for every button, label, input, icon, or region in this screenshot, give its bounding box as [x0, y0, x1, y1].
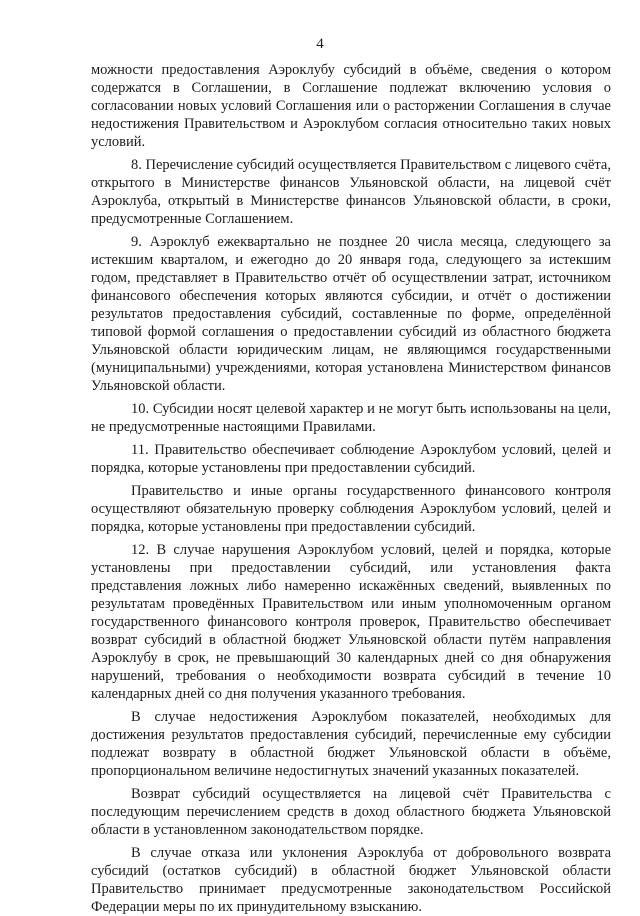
page-number: 4: [316, 36, 324, 52]
paragraph-11: 11. Правительство обеспечивает соблюдение Аэроклубом условий, целей и порядка, которые установлены при предоставлении субсидий.: [91, 442, 611, 476]
document-body: [91, 61, 611, 916]
paragraph-continuation: можности предоставления Аэроклубу субсидий в объёме, сведения о котором содержатся в Соглашении, в Соглашение подлежат включению условия о согласовании новых условий Соглашения или о расторжении Соглашения в случае недостижения Правительством и Аэроклубом согласия относительно таких новых условий.: [91, 62, 611, 150]
paragraph-12-return: Возврат субсидий осуществляется на лицевой счёт Правительства с последующим перечислением средств в доход областного бюджета Ульяновской области в установленном законодательством порядке.: [91, 786, 611, 838]
paragraph-12-refusal: В случае отказа или уклонения Аэроклуба от добровольного возврата субсидий (остатков субсидий) в областной бюджет Ульяновской области Правительство принимает предусмотренные законодательством Российской Федерации меры по их принудительному взысканию.: [91, 845, 611, 915]
paragraph-11-control: Правительство и иные органы государственного финансового контроля осуществляют обязательную проверку соблюдения Аэроклубом условий, целей и порядка, которые установлены при предоставлении субсидий.: [91, 483, 611, 535]
paragraph-9: 9. Аэроклуб ежеквартально не позднее 20 числа месяца, следующего за истекшим кварталом, и ежегодно до 20 января года, следующего за истекшим годом, представляет в Правительство отчёт об осуществлении затрат, источником финансового обеспечения которых являются субсидии, и отчёт о достижении результатов предоставления субсидий, составленные по форме, определённой типовой формой соглашения о предоставлении субсидий из областного бюджета Ульяновской области юридическим лицам, не являющимся государственными (муниципальными) учреждениями, которая установлена Министерством финансов Ульяновской области.: [91, 234, 611, 394]
paragraph-12-indicators: В случае недостижения Аэроклубом показателей, необходимых для достижения результатов предоставления субсидий, перечисленные ему субсидии подлежат возврату в областной бюджет Ульяновской области в объёме, пропорциональном величине недостигнутых значений указанных показателей.: [91, 709, 611, 779]
paragraph-10: 10. Субсидии носят целевой характер и не могут быть использованы на цели, не предусмотренные настоящими Правилами.: [91, 401, 611, 435]
paragraph-8: 8. Перечисление субсидий осуществляется Правительством с лицевого счёта, открытого в Министерстве финансов Ульяновской области, на лицевой счёт Аэроклуба, открытый в Министерстве финансов Ульяновской области, в сроки, предусмотренные Соглашением.: [91, 157, 611, 227]
paragraph-12: 12. В случае нарушения Аэроклубом условий, целей и порядка, которые установлены при предоставлении субсидий, или установления факта представления ложных либо намеренно искажённых сведений, выявленных по результатам проведённых Правительством или иным уполномоченным органом государственного финансового контроля проверок, Правительство обеспечивает возврат субсидий в областной бюджет Ульяновской области путём направления Аэроклубу в срок, не превышающий 30 календарных дней со дня обнаружения нарушений, требования о необходимости возврата субсидий в течение 10 календарных дней со дня получения указанного требования.: [91, 542, 611, 702]
